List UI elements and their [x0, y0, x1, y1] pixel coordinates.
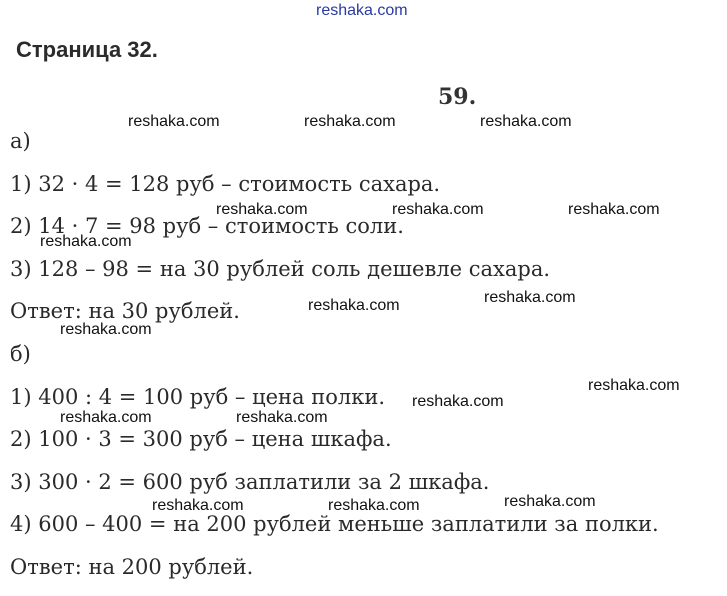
section-b-step-4: 4) 600 – 400 = на 200 рублей меньше заплатили за полки. [10, 512, 659, 536]
watermark-11: reshaka.com [588, 377, 680, 394]
problem-number: 59. [438, 84, 477, 110]
watermark-15: reshaka.com [504, 493, 596, 510]
watermark-13: reshaka.com [60, 409, 152, 426]
page-title: Страница 32. [16, 37, 158, 62]
watermark-9: reshaka.com [308, 297, 400, 314]
watermark-17: reshaka.com [328, 497, 420, 514]
watermark-2: reshaka.com [304, 113, 396, 130]
site-header-link[interactable]: reshaka.com [316, 2, 408, 19]
watermark-14: reshaka.com [236, 409, 328, 426]
section-a-step-1: 1) 32 · 4 = 128 руб – стоимость сахара. [10, 172, 441, 196]
section-a-step-2: 2) 14 · 7 = 98 руб – стоимость соли. [10, 214, 404, 238]
section-b-step-2: 2) 100 · 3 = 300 руб – цена шкафа. [10, 427, 392, 451]
watermark-6: reshaka.com [568, 201, 660, 218]
watermark-4: reshaka.com [216, 201, 308, 218]
section-b-answer: Ответ: на 200 рублей. [10, 555, 254, 579]
watermark-5: reshaka.com [392, 201, 484, 218]
section-a-step-3: 3) 128 – 98 = на 30 рублей соль дешевле сахара. [10, 257, 551, 281]
watermark-1: reshaka.com [128, 113, 220, 130]
watermark-7: reshaka.com [40, 233, 132, 250]
section-b-step-1: 1) 400 : 4 = 100 руб – цена полки. [10, 385, 385, 409]
section-a-answer: Ответ: на 30 рублей. [10, 299, 240, 323]
watermark-10: reshaka.com [60, 321, 152, 338]
watermark-12: reshaka.com [412, 393, 504, 410]
section-b-label: б) [10, 342, 31, 366]
watermark-8: reshaka.com [484, 289, 576, 306]
watermark-3: reshaka.com [480, 113, 572, 130]
watermark-16: reshaka.com [152, 497, 244, 514]
section-b-step-3: 3) 300 · 2 = 600 руб заплатили за 2 шкафа. [10, 470, 490, 494]
section-a-label: а) [10, 129, 31, 153]
